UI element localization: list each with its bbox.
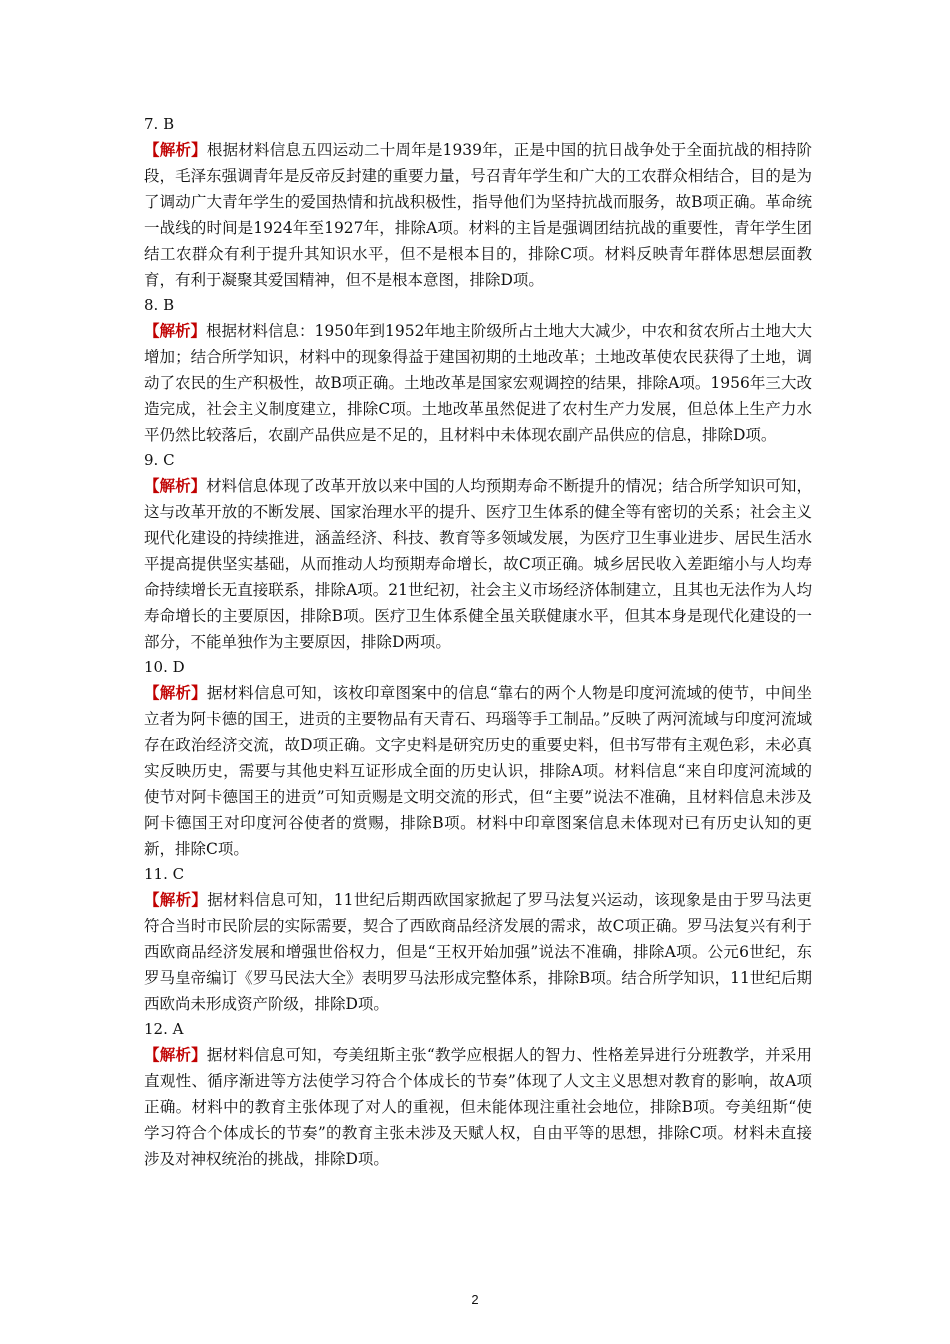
analysis-label: 【解析】 <box>144 321 207 340</box>
answer-block-9 <box>144 448 812 655</box>
analysis-paragraph <box>144 473 812 655</box>
analysis-label: 【解析】 <box>144 1045 207 1064</box>
analysis-label: 【解析】 <box>144 476 207 495</box>
question-number: 12. A <box>144 1020 184 1038</box>
analysis-text: 据材料信息可知，该枚印章图案中的信息“靠右的两个人物是印度河流域的使节，中间坐立者为阿卡德的国王，进贡的主要物品有天青石、玛瑙等手工制品。”反映了两河流域与印度河流域存在政治经济交流，故D项正确。文字史料是研究历史的重要史料，但书写带有主观色彩，未必真实反映历史，需要与其他史料互证形成全面的历史认识，排除A项。材料信息“来自印度河流域的使节对阿卡德国王的进贡”可知贡赐是文明交流的形式，但“主要”说法不准确，且材料信息未涉及阿卡德国王对印度河谷使者的赏赐，排除B项。材料中印章图案信息未体现对已有历史认知的更新，排除C项。 <box>144 684 812 858</box>
analysis-text: 根据材料信息五四运动二十周年是1939年，正是中国的抗日战争处于全面抗战的相持阶段，毛泽东强调青年是反帝反封建的重要力量，号召青年学生和广大的工农群众相结合，目的是为了调动广大青年学生的爱国热情和抗战积极性，指导他们为坚持抗战而服务，故B项正确。革命统一战线的时间是1924年至1927年，排除A项。材料的主旨是强调团结抗战的重要性，青年学生团结工农群众有利于提升其知识水平，但不是根本目的，排除C项。材料反映青年群体思想层面教育，有利于凝聚其爱国精神，但不是根本意图，排除D项。 <box>144 141 812 289</box>
answer-block-12 <box>144 1017 812 1172</box>
page-number: 2 <box>471 1292 479 1307</box>
question-number: 9. C <box>144 451 175 469</box>
answer-block-11 <box>144 862 812 1017</box>
answer-block-8 <box>144 293 812 448</box>
analysis-paragraph <box>144 137 812 293</box>
answer-content <box>144 112 812 1172</box>
analysis-label: 【解析】 <box>144 890 208 909</box>
analysis-paragraph <box>144 887 812 1017</box>
answer-block-7 <box>144 112 812 293</box>
analysis-text: 材料信息体现了改革开放以来中国的人均预期寿命不断提升的情况；结合所学知识可知，这与改革开放的不断发展、国家治理水平的提升、医疗卫生体系的健全等有密切的关系；社会主义现代化建设的持续推进，涵盖经济、科技、教育等多领域发展，为医疗卫生事业进步、居民生活水平提高提供坚实基础，从而推动人均预期寿命增长，故C项正确。城乡居民收入差距缩小与人均寿命持续增长无直接联系，排除A项。21世纪初，社会主义市场经济体制建立，且其也无法作为人均寿命增长的主要原因，排除B项。医疗卫生体系健全虽关联健康水平，但其本身是现代化建设的一部分，不能单独作为主要原因，排除D两项。 <box>144 477 812 651</box>
question-number: 11. C <box>144 865 185 883</box>
analysis-paragraph <box>144 318 812 448</box>
answer-block-10 <box>144 655 812 862</box>
question-number: 7. B <box>144 115 175 133</box>
analysis-paragraph <box>144 680 812 862</box>
analysis-paragraph <box>144 1042 812 1172</box>
analysis-text: 据材料信息可知，夸美纽斯主张“教学应根据人的智力、性格差异进行分班教学，并采用直观性、循序渐进等方法使学习符合个体成长的节奏”体现了人文主义思想对教育的影响，故A项正确。材料中的教育主张体现了对人的重视，但未能体现注重社会地位，排除B项。夸美纽斯“使学习符合个体成长的节奏”的教育主张未涉及天赋人权，自由平等的思想，排除C项。材料未直接涉及对神权统治的挑战，排除D项。 <box>144 1046 812 1168</box>
analysis-label: 【解析】 <box>144 140 207 159</box>
question-number: 8. B <box>144 296 175 314</box>
question-number: 10. D <box>144 658 185 676</box>
analysis-label: 【解析】 <box>144 683 207 702</box>
analysis-text: 根据材料信息：1950年到1952年地主阶级所占土地大大减少，中农和贫农所占土地大大增加；结合所学知识，材料中的现象得益于建国初期的土地改革；土地改革使农民获得了土地，调动了农民的生产积极性，故B项正确。土地改革是国家宏观调控的结果，排除A项。1956年三大改造完成，社会主义制度建立，排除C项。土地改革虽然促进了农村生产力发展，但总体上生产力水平仍然比较落后，农副产品供应是不足的，且材料中未体现农副产品供应的信息，排除D项。 <box>144 322 812 444</box>
analysis-text: 据材料信息可知，11世纪后期西欧国家掀起了罗马法复兴运动，该现象是由于罗马法更符合当时市民阶层的实际需要，契合了西欧商品经济发展的需求，故C项正确。罗马法复兴有利于西欧商品经济发展和增强世俗权力，但是“王权开始加强”说法不准确，排除A项。公元6世纪，东罗马皇帝编订《罗马民法大全》表明罗马法形成完整体系，排除B项。结合所学知识，11世纪后期西欧尚未形成资产阶级，排除D项。 <box>144 891 812 1013</box>
